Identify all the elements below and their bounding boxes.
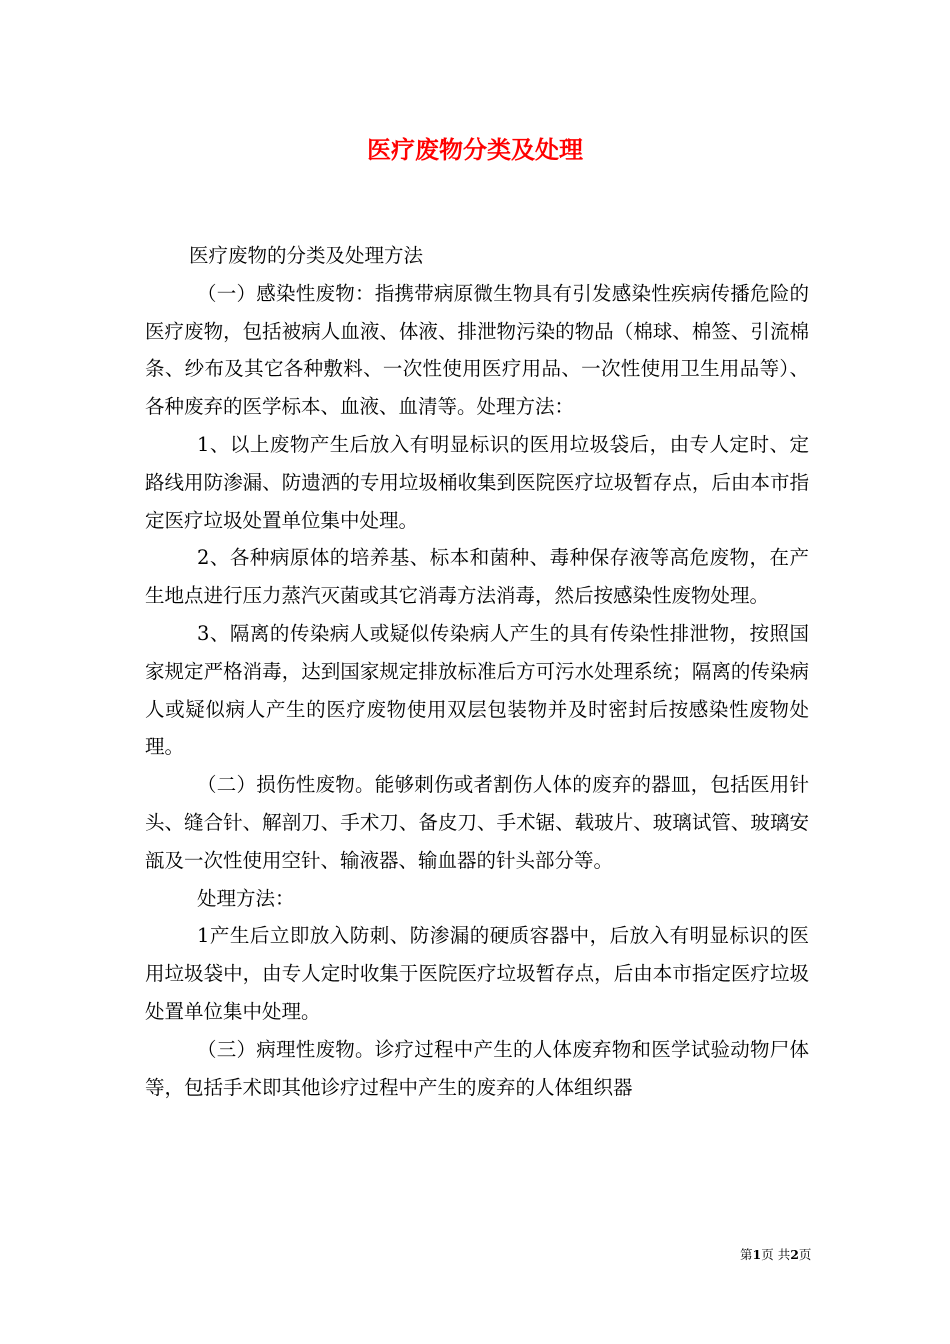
paragraph-treatment-1: 1、以上废物产生后放入有明显标识的医用垃圾袋后，由专人定时、定路线用防渗漏、防遗洒的专用垃圾桶收集到医院医疗垃圾暂存点，后由本市指定医疗垃圾处置单位集中处理。: [145, 432, 809, 532]
page-prefix: 第: [740, 1247, 753, 1262]
page-number: [740, 1247, 820, 1263]
paragraph-treatment-2: 2、各种病原体的培养基、标本和菌种、毒种保存液等高危废物，在产生地点进行压力蒸汽灭菌或其它消毒方法消毒，然后按感染性废物处理。: [145, 546, 809, 608]
page-middle: 页 共: [761, 1247, 791, 1262]
paragraph-pathological-waste: （三）病理性废物。诊疗过程中产生的人体废弃物和医学试验动物尸体等，包括手术即其他诊疗过程中产生的废弃的人体组织器: [145, 1037, 809, 1099]
paragraph-treatment-method-heading: 处理方法：: [197, 886, 295, 910]
paragraph-infectious-waste: （一）感染性废物：指携带病原微生物具有引发感染性疾病传播危险的医疗废物，包括被病人血液、体液、排泄物污染的物品（棉球、棉签、引流棉条、纱布及其它各种敷料、一次性使用医疗用品、一次性使用卫生用品等）、各种废弃的医学标本、血液、血清等。处理方法：: [145, 281, 809, 419]
current-page: 1: [752, 1247, 762, 1262]
paragraph-treatment-3: 3、隔离的传染病人或疑似传染病人产生的具有传染性排泄物，按照国家规定严格消毒，达到国家规定排放标准后方可污水处理系统；隔离的传染病人或疑似病人产生的医疗废物使用双层包装物并及时密封后按感染性废物处理。: [145, 621, 809, 759]
page-suffix: 页: [798, 1247, 812, 1262]
total-pages: 2: [790, 1247, 799, 1262]
page-title: 医疗废物分类及处理: [367, 135, 583, 164]
paragraph-sharps-treatment-1: 1产生后立即放入防刺、防渗漏的硬质容器中，后放入有明显标识的医用垃圾袋中，由专人定时收集于医院医疗垃圾暂存点，后由本市指定医疗垃圾处置单位集中处理。: [145, 924, 809, 1023]
document-body: [145, 237, 809, 1106]
paragraph-sharps-waste: （二）损伤性废物。能够刺伤或者割伤人体的废弃的器皿，包括医用针头、缝合针、解剖刀、手术刀、备皮刀、手术锯、载玻片、玻璃试管、玻璃安瓿及一次性使用空针、输液器、输血器的针头部分等。: [145, 773, 809, 872]
paragraph-intro: 医疗废物的分类及处理方法: [189, 244, 424, 267]
